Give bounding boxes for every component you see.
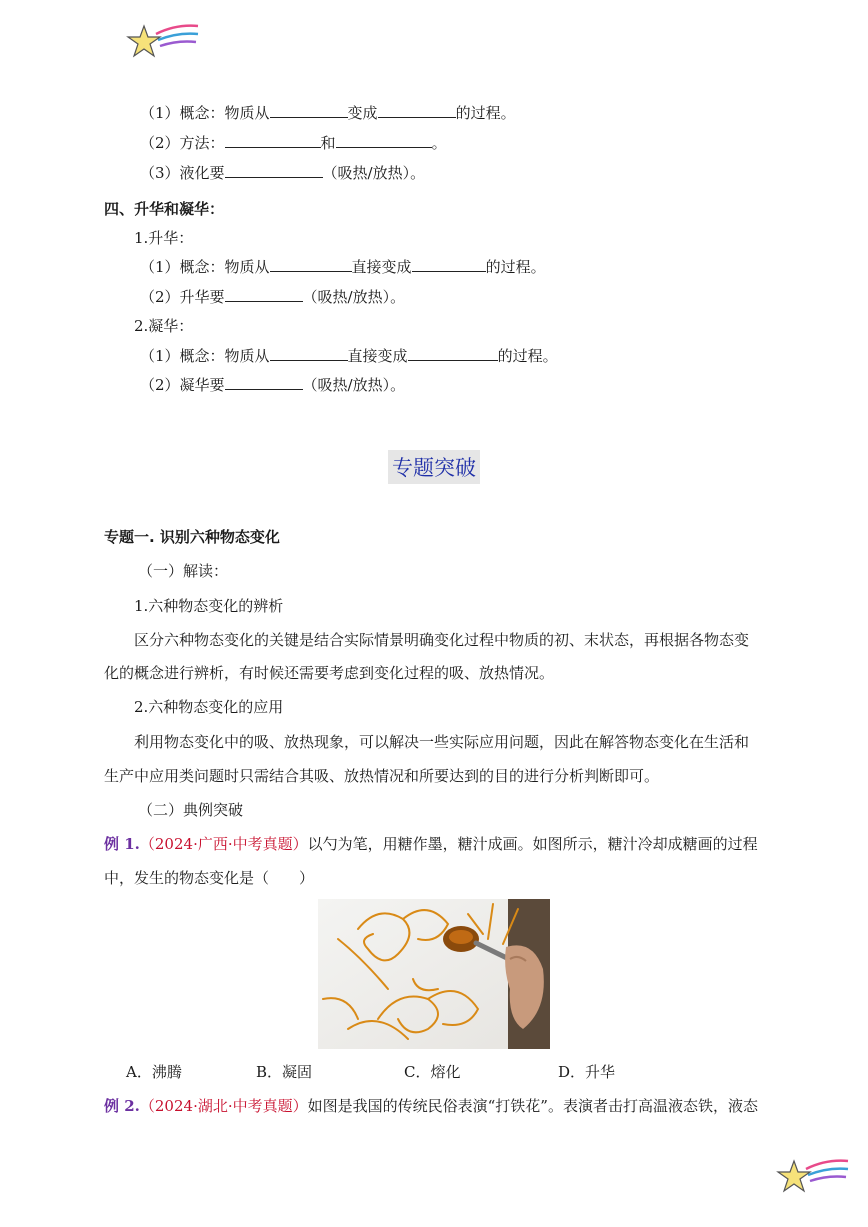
paragraph-line: 区分六种物态变化的关键是结合实际情景明确变化过程中物质的初、末状态，再根据各物态变 — [134, 631, 750, 649]
fill-blank[interactable] — [225, 133, 321, 148]
paragraph-line: 生产中应用类问题时只需结合其吸、放热情况和所要达到的目的进行分析判断即可。 — [104, 767, 660, 785]
example-1-cont: 中，发生的物态变化是（ ） — [104, 869, 315, 887]
fill-blank[interactable] — [270, 257, 352, 272]
example-source: （2024·广西·中考真题） — [139, 835, 308, 853]
line-deposition-concept: （1）概念：物质从 直接变成 的过程。 — [140, 347, 558, 365]
line-deposition-heat: （2）凝华要 （吸热/放热）。 — [140, 376, 406, 394]
example-source: （2024·湖北·中考真题） — [139, 1097, 308, 1115]
line-liquefaction-heat: （3）液化要 （吸热/放热）。 — [140, 164, 426, 182]
fill-blank[interactable] — [225, 163, 323, 178]
paragraph-line: 利用物态变化中的吸、放热现象，可以解决一些实际应用问题，因此在解答物态变化在生活和 — [134, 733, 750, 751]
fill-blank[interactable] — [412, 257, 486, 272]
fill-blank[interactable] — [225, 287, 303, 302]
option-b[interactable]: B．凝固 — [256, 1063, 313, 1081]
line-concept: （1）概念：物质从 变成 的过程。 — [140, 104, 516, 122]
paragraph-line: 化的概念进行辨析，有时候还需要考虑到变化过程的吸、放热情况。 — [104, 664, 555, 682]
shooting-star-icon — [126, 20, 200, 64]
part-interpretation: （一）解读： — [138, 562, 229, 580]
fill-blank[interactable] — [225, 375, 303, 390]
example-label: 例 2. — [104, 1097, 140, 1115]
topic-title: 专题一. 识别六种物态变化 — [104, 528, 280, 546]
line-sublimation-concept: （1）概念：物质从 直接变成 的过程。 — [140, 258, 546, 276]
section-heading: 专题突破 — [388, 450, 480, 484]
example-1: 例 1.（2024·广西·中考真题）以勺为笔，用糖作墨，糖汁成画。如图所示，糖汁冷却成糖画的过程 — [104, 835, 758, 853]
section-title: 四、升华和凝华： — [104, 200, 225, 218]
line-sublimation-heat: （2）升华要 （吸热/放热）。 — [140, 288, 406, 306]
option-c[interactable]: C．熔化 — [404, 1063, 461, 1081]
fill-blank[interactable] — [378, 103, 456, 118]
example-label: 例 1. — [104, 835, 140, 853]
point-title: 2.六种物态变化的应用 — [134, 698, 284, 716]
shooting-star-icon — [776, 1155, 850, 1199]
subsection-sublimation: 1.升华： — [134, 229, 194, 247]
example-2: 例 2.（2024·湖北·中考真题）如图是我国的传统民俗表演“打铁花”。表演者击打高温液态铁，液态 — [104, 1097, 758, 1115]
subsection-deposition: 2.凝华： — [134, 317, 194, 335]
fill-blank[interactable] — [270, 346, 348, 361]
fill-blank[interactable] — [270, 103, 348, 118]
part-examples: （二）典例突破 — [138, 801, 244, 819]
fill-blank[interactable] — [336, 133, 432, 148]
option-d[interactable]: D．升华 — [558, 1063, 616, 1081]
fill-blank[interactable] — [408, 346, 498, 361]
point-title: 1.六种物态变化的辨析 — [134, 597, 284, 615]
sugar-painting-image — [318, 899, 550, 1049]
line-method: （2）方法： 和 。 — [140, 134, 447, 152]
option-a[interactable]: A．沸腾 — [126, 1063, 182, 1081]
